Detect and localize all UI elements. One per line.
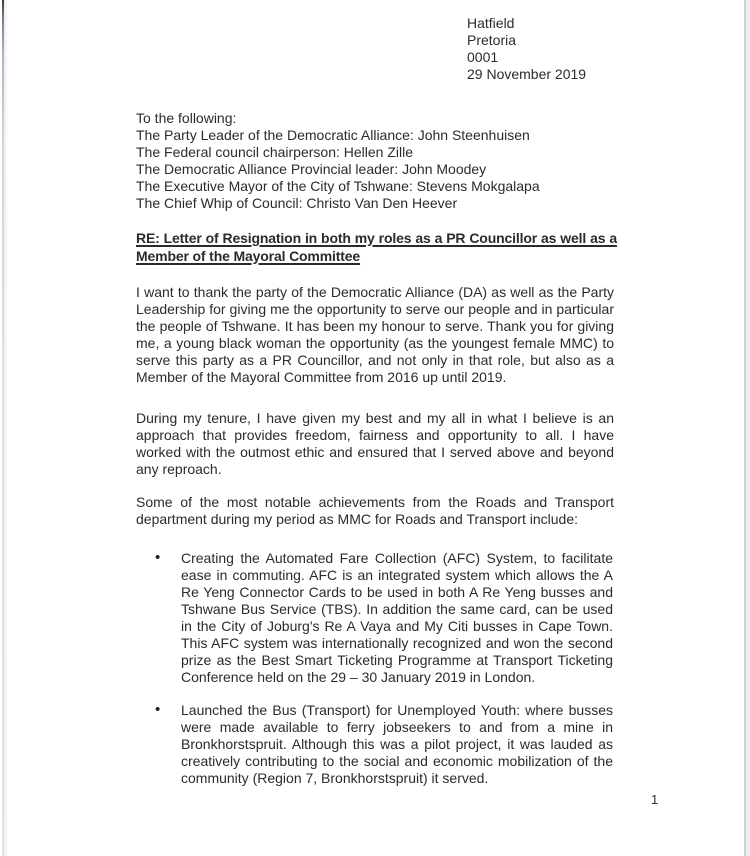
achievement-bullet-afc <box>155 549 613 686</box>
letter-date: 29 November 2019 <box>467 66 587 82</box>
recipient-line: The Democratic Alliance Provincial leader: John Moodey <box>136 161 487 177</box>
subject-heading: RE: Letter of Resignation in both my roles as a PR Councillor as well as a Member of the Mayoral Committee <box>136 230 617 264</box>
bullet-dot-icon: • <box>155 549 161 566</box>
body-paragraph-tenure: During my tenure, I have given my best and my all in what I believe is an approach that provides freedom, fairness and opportunity to all. I have worked with the outmost ethic and ensured that I served above and beyond any reproach. <box>136 410 614 477</box>
page-number: 1 <box>651 792 659 807</box>
bullet-text: Launched the Bus (Transport) for Unemployed Youth: where busses were made available to ferry jobseekers to and from a mine in Bronkhorstspruit. Although this was a pilot project, it was lauded as creatively contributing to the social and economic mobilization of the community (Region 7, Bronkhorstspruit) it served. <box>181 702 613 786</box>
recipients-intro: To the following: <box>136 110 237 126</box>
address-line-postal-code: 0001 <box>467 49 499 65</box>
bullet-dot-icon: • <box>155 701 161 718</box>
recipients-block <box>136 110 636 212</box>
page-right-edge-margin <box>746 0 750 856</box>
sender-address-block <box>467 15 586 83</box>
address-line-city: Pretoria <box>467 32 517 48</box>
address-line-suburb: Hatfield <box>467 15 515 31</box>
page-left-edge-halo <box>4 0 8 856</box>
recipient-line: The Chief Whip of Council: Christo Van Den Heever <box>136 195 458 211</box>
recipient-line: The Federal council chairperson: Hellen Zille <box>136 144 414 160</box>
recipient-line: The Party Leader of the Democratic Alliance: John Steenhuisen <box>136 127 530 143</box>
recipient-line: The Executive Mayor of the City of Tshwane: Stevens Mokgalapa <box>136 178 540 194</box>
body-paragraph-achievements-intro: Some of the most notable achievements from the Roads and Transport department during my period as MMC for Roads and Transport include: <box>136 494 614 527</box>
bullet-text: Creating the Automated Fare Collection (AFC) System, to facilitate ease in commuting. AFC is an integrated system which allows the A Re Yeng Connector Cards to be used in both A Re Yeng busses and Tshwane Bus Service (TBS). In addition the same card, can be used in the City of Joburg's Re A Vaya and My Citi busses in Cape Town. This AFC system was internationally recognized and won the second prize as the Best Smart Ticketing Programme at Transport Ticketing Conference held on the 29 – 30 January 2019 in London. <box>181 550 613 685</box>
body-paragraph-thanks: I want to thank the party of the Democratic Alliance (DA) as well as the Party Leadership for giving me the opportunity to serve our people and in particular the people of Tshwane. It has been my honour to serve. Thank you for giving me, a young black woman the opportunity (as the youngest female MMC) to serve this party as a PR Councillor, and not only in that role, but also as a Member of the Mayoral Committee from 2016 up until 2019. <box>136 284 614 385</box>
achievement-bullet-youth-bus <box>155 701 613 787</box>
